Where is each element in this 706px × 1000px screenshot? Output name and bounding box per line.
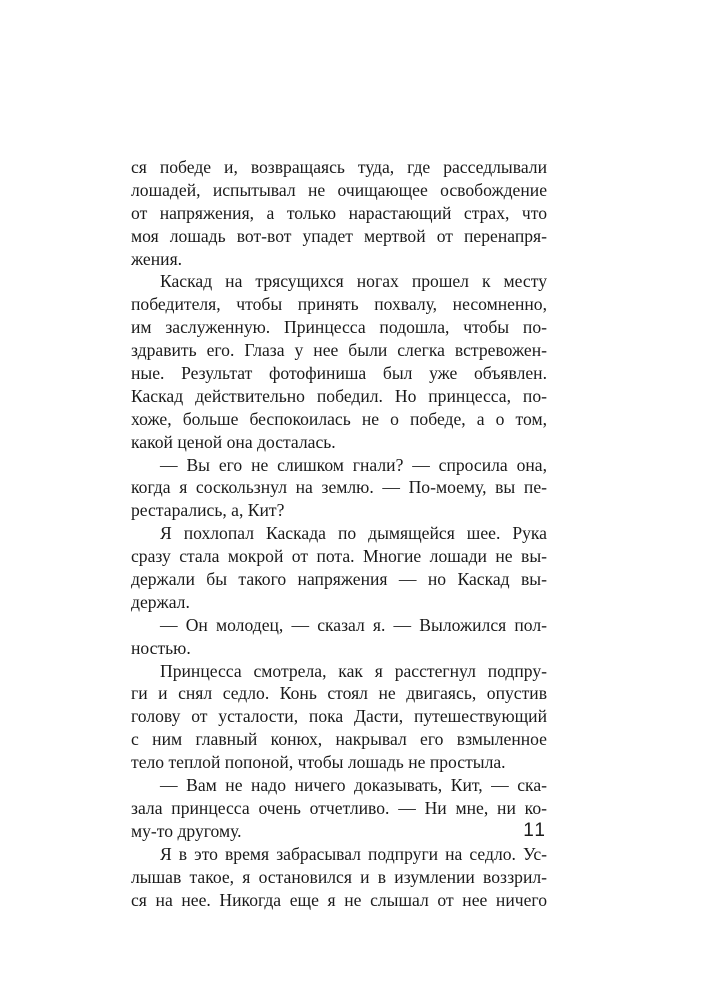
text-line: — Вам не надо ничего доказывать, Кит, — ска- [160,775,547,796]
text-line: зала принцесса очень отчетливо. — Ни мне, ни ко- [131,797,547,818]
text-line: голову от усталости, пока Дасти, путешествующий [131,706,547,727]
text-line: какой ценой она досталась. [131,431,336,452]
text-line: му-то другому. [131,820,242,841]
text-line: победителя, чтобы принять похвалу, несомненно, [131,294,547,315]
text-line: ги и снял седло. Конь стоял не двигаясь, опустив [131,683,547,704]
text-line: ся на нее. Никогда еще я не слышал от нее ничего [131,889,547,910]
text-line: хоже, больше беспокоилась не о победе, а о том, [131,408,547,429]
text-line: Принцесса смотрела, как я расстегнул подпру- [160,660,547,681]
text-line: ные. Результат фотофиниша был уже объявлен. [131,363,547,384]
text-line: им заслуженную. Принцесса подошла, чтобы по- [131,317,547,338]
text-line: — Вы его не слишком гнали? — спросила она, [160,454,547,475]
text-line: лышав такое, я остановился и в изумлении воззрил- [131,866,547,887]
text-line: жения. [131,248,183,269]
text-line: ностью. [131,637,191,658]
text-line: лошадей, испытывал не очищающее освобождение [131,179,547,200]
text-line: здравить его. Глаза у нее были слегка встревожен- [131,340,547,361]
text-line: когда я соскользнул на землю. — По-моему, вы пе- [131,477,547,498]
text-line: Я в это время забрасывал подпруги на седло. Ус- [160,843,547,864]
body-text [131,156,547,911]
page-number: 11 [523,820,547,841]
text-line: держал. [131,591,190,612]
text-line: моя лошадь вот-вот упадет мертвой от перенапря- [131,225,547,246]
text-line: ся победе и, возвращаясь туда, где расседлывали [131,157,547,177]
text-line: Каскад на трясущихся ногах прошел к месту [160,271,547,292]
text-line: тело теплой попоной, чтобы лошадь не простыла. [131,752,506,773]
text-line: с ним главный конюх, накрывал его взмыленное [131,729,547,750]
text-line: сразу стала мокрой от пота. Многие лошади не вы- [131,546,547,567]
text-line: рестарались, а, Кит? [131,500,285,521]
text-line: Я похлопал Каскада по дымящейся шее. Рука [160,523,547,544]
text-line: держали бы такого напряжения — но Каскад вы- [131,569,547,590]
text-line: — Он молодец, — сказал я. — Выложился пол- [160,614,547,635]
text-line: Каскад действительно победил. Но принцесса, по- [131,385,547,406]
text-line: от напряжения, а только нарастающий страх, что [131,202,547,223]
